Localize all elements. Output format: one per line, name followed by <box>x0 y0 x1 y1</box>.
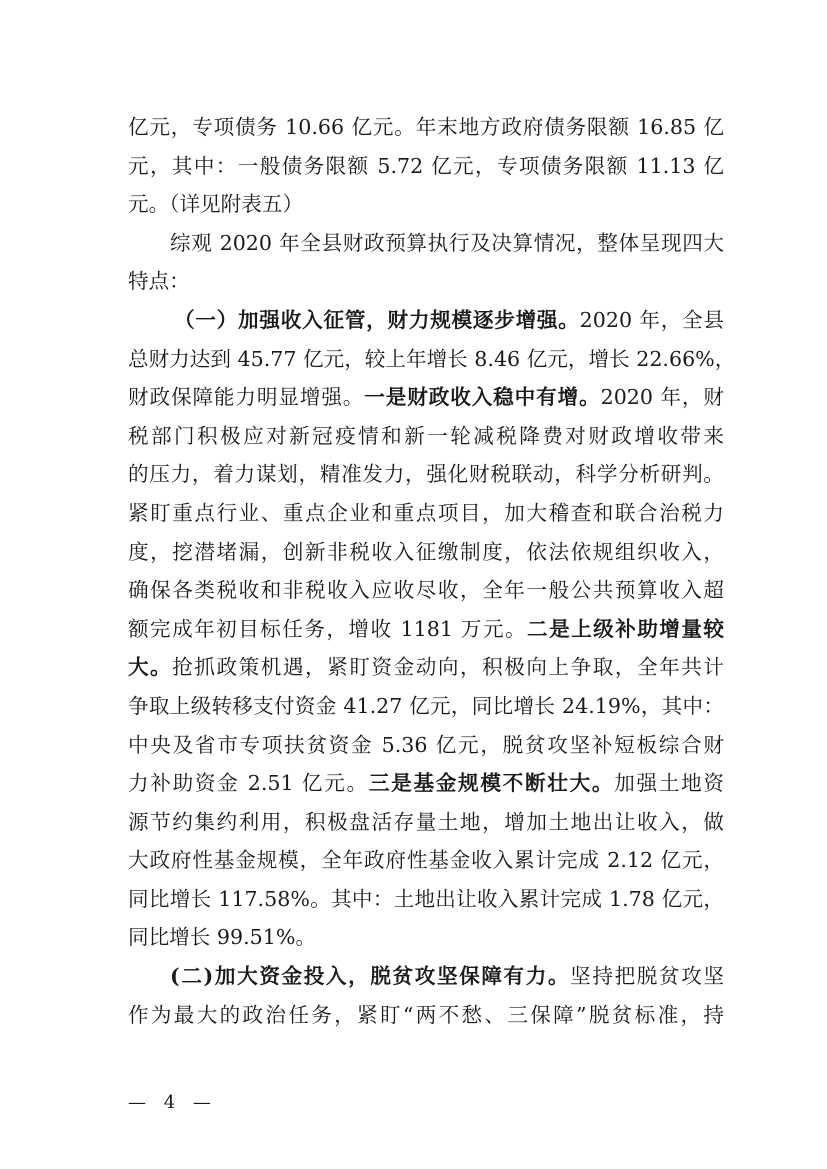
section-heading-2: (二)加大资金投入，脱贫攻坚保障有力。坚持把脱贫攻坚 <box>170 964 724 989</box>
text-line: 税部门积极应对新冠疫情和新一轮减税降费对财政增收带来 <box>128 423 724 448</box>
section-title: (二)加大资金投入，脱贫攻坚保障有力。 <box>170 964 571 989</box>
point-title: 大。 <box>128 655 173 680</box>
text-line: 度，挖潜堵漏，创新非税收入征缴制度，依法依规组织收入， <box>128 539 724 564</box>
text-line: 财政保障能力明显增强。一是财政收入稳中有增。2020 年，财 <box>128 385 724 410</box>
text-line: 特点： <box>128 269 190 294</box>
text-line: 同比增长 117.58%。其中：土地出让收入累计完成 1.78 亿元， <box>128 886 724 911</box>
text-line: 元，其中：一般债务限额 5.72 亿元，专项债务限额 11.13 亿 <box>128 153 724 178</box>
text-line: 总财力达到 45.77 亿元，较上年增长 8.46 亿元，增长 22.66%， <box>128 346 736 371</box>
document-body <box>128 108 736 1034</box>
point-title: 一是财政收入稳中有增。 <box>364 385 601 410</box>
text-line: 的压力，着力谋划，精准发力，强化财税联动，科学分析研判。 <box>128 462 724 487</box>
text-line: 确保各类税收和非税收入应收尽收，全年一般公共预算收入超 <box>128 578 724 603</box>
page-number: — 4 — <box>128 1092 217 1113</box>
point-title: 二是上级补助增量较 <box>527 616 724 641</box>
text-line: 争取上级转移支付资金 41.27 亿元，同比增长 24.19%，其中： <box>128 693 724 718</box>
text-line: 大政府性基金规模，全年政府性基金收入累计完成 2.12 亿元， <box>128 848 724 873</box>
section-title: （一）加强收入征管，财力规模逐步增强。 <box>174 307 580 332</box>
text-line: 亿元，专项债务 10.66 亿元。年末地方政府债务限额 16.85 亿 <box>128 115 724 139</box>
text-line: 源节约集约利用，积极盘活存量土地，增加土地出让收入，做 <box>128 809 724 834</box>
point-title: 三是基金规模不断壮大。 <box>368 771 615 796</box>
text-line: 综观 2020 年全县财政预算执行及决算情况，整体呈现四大 <box>170 230 724 255</box>
text-line: 力补助资金 2.51 亿元。三是基金规模不断壮大。加强土地资 <box>128 771 725 796</box>
text-line: 同比增长 99.51%。 <box>128 925 317 950</box>
text-line: 中央及省市专项扶贫资金 5.36 亿元，脱贫攻坚补短板综合财 <box>128 732 724 757</box>
text-line: 元。（详见附表五） <box>128 192 304 217</box>
text-line: 作为最大的政治任务，紧盯“两不愁、三保障”脱贫标准，持 <box>128 1002 724 1027</box>
text-line: 额完成年初目标任务，增收 1181 万元。二是上级补助增量较 <box>128 616 724 641</box>
text-line: 紧盯重点行业、重点企业和重点项目，加大稽查和联合治税力 <box>128 500 724 525</box>
section-heading-1: （一）加强收入征管，财力规模逐步增强。2020 年，全县 <box>174 307 724 332</box>
text-line: 大。抢抓政策机遇，紧盯资金动向，积极向上争取，全年共计 <box>128 655 725 680</box>
